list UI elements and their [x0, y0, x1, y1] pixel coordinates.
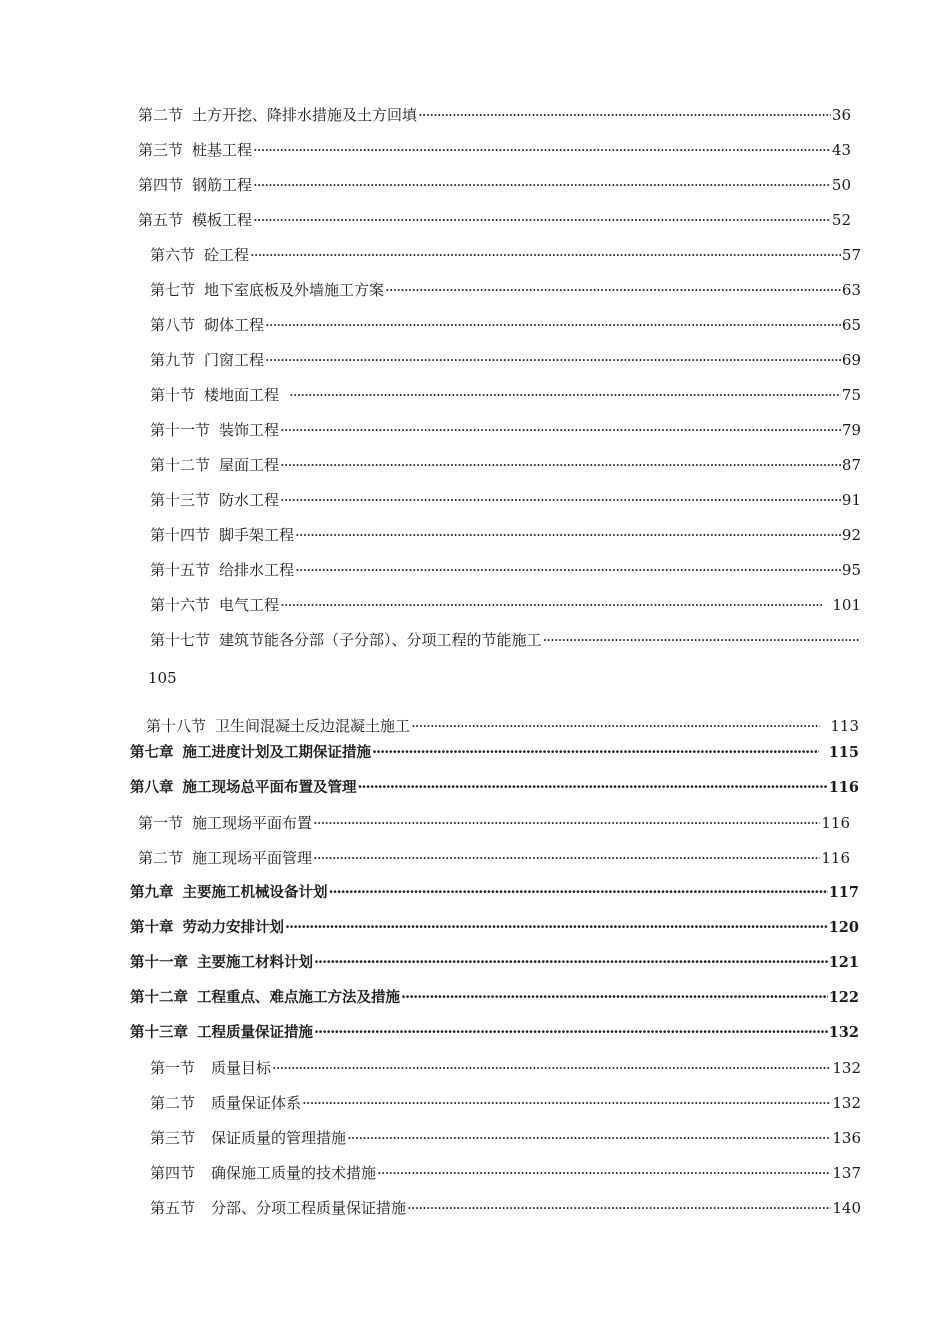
toc-leader-dots — [358, 778, 828, 798]
toc-entry-title: 第八章 施工现场总平面布置及管理 — [130, 779, 357, 796]
toc-page-number: 132 — [832, 1059, 861, 1077]
toc-entry — [150, 455, 861, 475]
toc-entry-title: 第十一节 装饰工程 — [150, 421, 280, 439]
toc-entry-title: 第十三章 工程质量保证措施 — [130, 1024, 313, 1041]
toc-leader-dots — [385, 280, 841, 300]
toc-entry-title: 第四节 确保施工质量的技术措施 — [150, 1164, 377, 1182]
toc-page-number: 132 — [828, 1024, 859, 1041]
toc-page-number: 117 — [828, 884, 859, 901]
toc-entry — [150, 280, 861, 300]
toc-chapter-entry — [130, 778, 859, 798]
toc-leader-dots — [280, 490, 841, 510]
toc-entry-title: 第六节 砼工程 — [150, 246, 250, 264]
toc-entry — [150, 420, 861, 440]
toc-entry-title: 第一节 质量目标 — [150, 1059, 272, 1077]
toc-leader-dots — [280, 420, 841, 440]
toc-page-number: 120 — [828, 919, 859, 936]
toc-leader-dots — [253, 175, 831, 195]
toc-entry — [150, 560, 861, 580]
toc-entry — [150, 350, 861, 370]
toc-entry-title: 第十三节 防水工程 — [150, 491, 280, 509]
toc-entry — [150, 490, 861, 510]
toc-page-number: 36 — [831, 106, 851, 124]
toc-entry-title: 第四节 钢筋工程 — [138, 176, 253, 194]
toc-page-number: 113 — [830, 717, 859, 735]
toc-leader-dots — [329, 883, 828, 903]
toc-leader-dots — [265, 315, 841, 335]
toc-leader-dots — [377, 1163, 831, 1183]
toc-page-number: 79 — [841, 421, 861, 439]
toc-entry — [138, 848, 850, 868]
toc-page-number: 121 — [828, 954, 859, 971]
toc-entry — [138, 210, 851, 230]
toc-page-number: 75 — [841, 386, 861, 404]
toc-entry — [150, 1128, 861, 1148]
toc-leader-dots — [280, 595, 822, 615]
toc-entry-title: 第十七节 建筑节能各分部（子分部）、分项工程的节能施工 — [150, 631, 542, 649]
toc-page-number: 140 — [832, 1199, 861, 1217]
toc-entry-title: 第二节 施工现场平面管理 — [138, 849, 313, 867]
toc-entry-title: 第五节 分部、分项工程质量保证措施 — [150, 1199, 407, 1217]
toc-leader-dots — [295, 560, 841, 580]
toc-leader-dots — [411, 716, 820, 736]
toc-page-number: 43 — [831, 141, 851, 159]
toc-entry-title: 第九节 门窗工程 — [150, 351, 265, 369]
toc-entry — [150, 1198, 861, 1218]
toc-leader-dots — [407, 1198, 831, 1218]
toc-leader-dots — [302, 1093, 831, 1113]
toc-chapter-entry — [130, 883, 859, 903]
toc-leader-dots — [314, 953, 828, 973]
toc-entry-title: 第一节 施工现场平面布置 — [138, 814, 313, 832]
toc-entry — [150, 525, 861, 545]
toc-leader-dots — [253, 210, 831, 230]
toc-entry-title: 第十二章 工程重点、难点施工方法及措施 — [130, 989, 400, 1006]
toc-leader-dots — [313, 813, 820, 833]
toc-page-number: 132 — [832, 1094, 861, 1112]
toc-entry — [150, 245, 861, 265]
toc-entry — [150, 630, 861, 650]
toc-entry-title: 第二节 质量保证体系 — [150, 1094, 302, 1112]
toc-leader-dots — [295, 525, 841, 545]
toc-leader-dots — [543, 630, 860, 650]
toc-entry — [150, 1058, 861, 1078]
toc-entry — [150, 1093, 861, 1113]
toc-page-number: 116 — [828, 779, 859, 796]
toc-entry-title: 第九章 主要施工机械设备计划 — [130, 884, 328, 901]
toc-entry — [138, 175, 851, 195]
toc-leader-dots — [314, 1023, 828, 1043]
toc-leader-dots — [289, 385, 841, 405]
toc-chapter-entry — [130, 1023, 859, 1043]
toc-page-number: 87 — [841, 456, 861, 474]
toc-leader-dots — [253, 140, 831, 160]
toc-leader-dots — [265, 350, 841, 370]
toc-page-number: 50 — [831, 176, 851, 194]
toc-entry-title: 第十节 楼地面工程 — [150, 386, 280, 404]
toc-leader-dots — [285, 918, 828, 938]
toc-page-number: 91 — [841, 491, 861, 509]
toc-entry-title: 第十六节 电气工程 — [150, 596, 280, 614]
toc-chapter-entry — [130, 988, 859, 1008]
toc-leader-dots — [372, 743, 819, 763]
toc-leader-dots — [347, 1128, 831, 1148]
toc-chapter-entry — [130, 918, 859, 938]
toc-entry — [150, 1163, 861, 1183]
toc-page-number: 101 — [832, 596, 861, 614]
toc-leader-dots — [250, 245, 841, 265]
toc-entry-title: 第十一章 主要施工材料计划 — [130, 954, 313, 971]
toc-entry-title: 第八节 砌体工程 — [150, 316, 265, 334]
toc-entry — [138, 813, 850, 833]
toc-entry-title: 第七章 施工进度计划及工期保证措施 — [130, 744, 371, 761]
toc-page-number: 69 — [841, 351, 861, 369]
toc-leader-dots — [418, 105, 831, 125]
toc-page-number: 92 — [841, 526, 861, 544]
toc-entry-title: 第十二节 屋面工程 — [150, 456, 280, 474]
toc-entry — [150, 595, 861, 615]
toc-page-number: 105 — [148, 669, 177, 687]
toc-page-number: 115 — [828, 744, 859, 761]
toc-entry-title: 第十八节 卫生间混凝土反边混凝土施工 — [146, 717, 411, 735]
toc-page-number: 52 — [831, 211, 851, 229]
toc-entry — [146, 716, 859, 736]
toc-page-number: 95 — [841, 561, 861, 579]
toc-page-number: 116 — [821, 814, 850, 832]
toc-entry-title: 第十四节 脚手架工程 — [150, 526, 295, 544]
toc-entry-title: 第十章 劳动力安排计划 — [130, 919, 284, 936]
toc-page-number: 116 — [821, 849, 850, 867]
toc-chapter-entry — [130, 743, 859, 763]
toc-entry-title: 第三节 桩基工程 — [138, 141, 253, 159]
toc-entry-title: 第十五节 给排水工程 — [150, 561, 295, 579]
toc-entry-title: 第七节 地下室底板及外墙施工方案 — [150, 281, 385, 299]
toc-page-number: 137 — [832, 1164, 861, 1182]
toc-leader-dots — [401, 988, 828, 1008]
toc-entry — [150, 385, 861, 405]
toc-chapter-entry — [130, 953, 859, 973]
toc-entry-title: 第二节 土方开挖、降排水措施及土方回填 — [138, 106, 418, 124]
toc-page-number: 122 — [828, 989, 859, 1006]
toc-page-number: 63 — [841, 281, 861, 299]
toc-entry-title: 第三节 保证质量的管理措施 — [150, 1129, 347, 1147]
toc-entry — [138, 105, 851, 125]
toc-page-number: 57 — [841, 246, 861, 264]
toc-entry-title: 第五节 模板工程 — [138, 211, 253, 229]
toc-page-number: 136 — [832, 1129, 861, 1147]
toc-entry — [150, 315, 861, 335]
toc-page-number: 65 — [841, 316, 861, 334]
toc-leader-dots — [272, 1058, 831, 1078]
toc-leader-dots — [313, 848, 820, 868]
toc-entry — [138, 140, 851, 160]
toc-leader-dots — [280, 455, 841, 475]
